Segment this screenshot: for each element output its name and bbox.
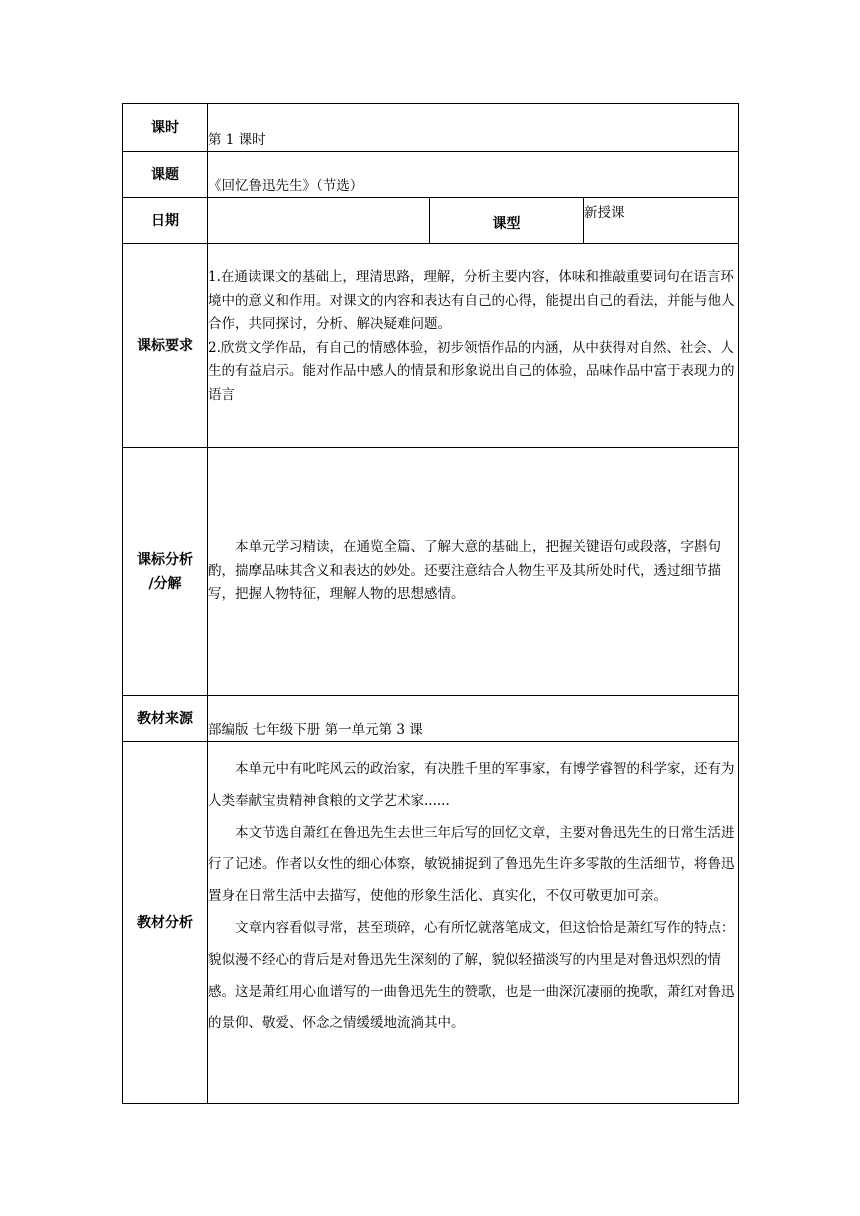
value-date [208, 198, 430, 244]
value-biaozhun [208, 244, 739, 448]
material-paragraph-1: 本单元中有叱咤风云的政治家，有决胜千里的军事家，有博学睿智的科学家，还有为人类奉献宝贵精神食粮的文学艺术家...... [208, 761, 735, 809]
value-ketype: 新授课 [584, 198, 739, 244]
requirement-item-2: 2.欣赏文学作品，有自己的情感体验，初步领悟作品的内涵，从中获得对自然、社会、人生的有益启示。能对作品中感人的情景和形象说出自己的体验，品味作品中富于表现力的语言 [208, 339, 735, 403]
material-paragraph-2: 本文节选自萧红在鲁迅先生去世三年后写的回忆文章，主要对鲁迅先生的日常生活进行了记述。作者以女性的细心体察，敏锐捕捉到了鲁迅先生许多零散的生活细节，将鲁迅置身在日常生活中去描写，使他的形象生活化、真实化，不仅可敬更加可亲。 [208, 824, 735, 905]
value-fenxi [208, 448, 739, 696]
row-biaozhun [123, 244, 739, 448]
row-keti [123, 152, 739, 198]
label-keshi: 课时 [123, 104, 208, 152]
row-jiaocai [123, 742, 739, 1104]
value-jiaocai [208, 742, 739, 1104]
requirement-item-1: 1.在通读课文的基础上，理清思路，理解，分析主要内容，体味和推敲重要词句在语言环境中的意义和作用。对课文的内容和表达有自己的心得，能提出自己的看法，并能与他人合作，共同探讨，分析、解决疑难问题。 [208, 269, 735, 332]
value-laiyuan: 部编版 七年级下册 第一单元第 3 课 [208, 696, 739, 742]
value-keti: 《回忆鲁迅先生》（节选） [208, 152, 739, 198]
label-fenxi-line1: 课标分析 [137, 551, 193, 568]
label-ketype: 课型 [430, 198, 584, 244]
row-laiyuan [123, 696, 739, 742]
lesson-plan-table [122, 103, 739, 1104]
label-jiaocai: 教材分析 [123, 742, 208, 1104]
label-fenxi [123, 448, 208, 696]
analysis-text: 本单元学习精读，在通览全篇、了解大意的基础上，把握关键语句或段落，字斟句酌，揣摩品味其含义和表达的妙处。还要注意结合人物生平及其所处时代，透过细节描写，把握人物特征，理解人物的思想感情。 [208, 539, 721, 603]
value-keshi: 第 1 课时 [208, 104, 739, 152]
row-date [123, 198, 739, 244]
label-date: 日期 [123, 198, 208, 244]
material-paragraph-3: 文章内容看似寻常，甚至琐碎，心有所忆就落笔成文，但这恰恰是萧红写作的特点：貌似漫不经心的背后是对鲁迅先生深刻的了解，貌似轻描淡写的内里是对鲁迅炽烈的情感。这是萧红用心血谱写的一曲鲁迅先生的赞歌，也是一曲深沉凄丽的挽歌，萧红对鲁迅的景仰、敬爱、怀念之情缓缓地流淌其中。 [208, 919, 735, 1032]
label-laiyuan: 教材来源 [123, 696, 208, 742]
row-fenxi [123, 448, 739, 696]
label-fenxi-line2: /分解 [148, 575, 182, 592]
row-keshi [123, 104, 739, 152]
label-keti: 课题 [123, 152, 208, 198]
label-biaozhun: 课标要求 [123, 244, 208, 448]
